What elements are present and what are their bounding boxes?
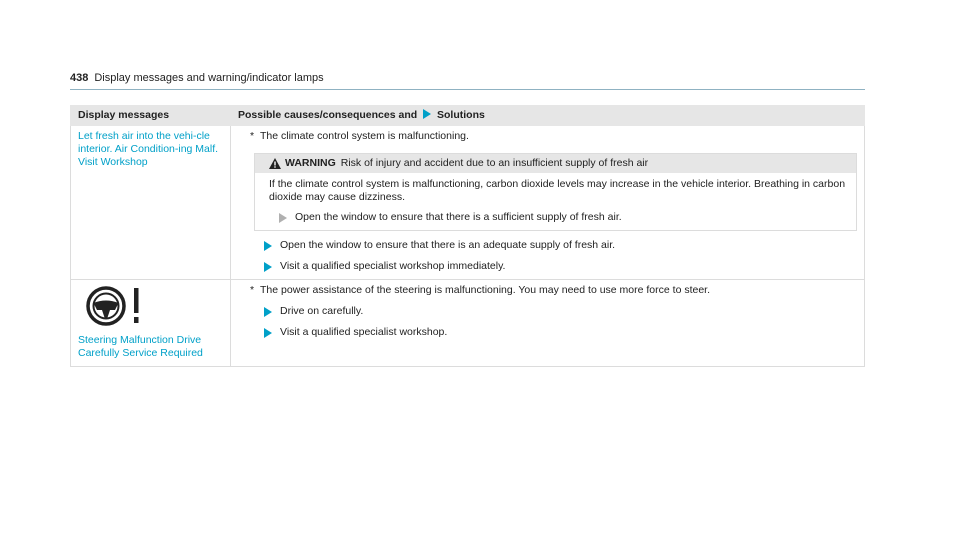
cause-line — [238, 130, 857, 143]
solution-cell — [231, 126, 865, 280]
message-text: Steering Malfunction Drive Carefully Service Required — [78, 334, 203, 359]
asterisk-icon: * — [250, 284, 255, 296]
page-header — [70, 72, 865, 90]
play-arrow-icon — [264, 328, 272, 338]
play-arrow-icon — [264, 262, 272, 272]
causes-label: Possible causes/consequences and — [238, 109, 418, 121]
message-cell — [71, 126, 231, 280]
play-arrow-icon — [279, 213, 287, 223]
list-item — [264, 305, 857, 318]
warning-triangle-icon — [269, 158, 281, 169]
message-text: Let fresh air into the vehi-cle interior. Air Condition-ing Malf. Visit Workshop — [78, 130, 219, 168]
warning-title: Risk of injury and accident due to an insufficient supply of fresh air — [340, 157, 649, 169]
steering-warning-icon — [86, 286, 160, 326]
display-messages-table — [70, 105, 865, 367]
warning-box — [254, 153, 857, 231]
warning-header — [255, 154, 856, 173]
warning-body — [255, 173, 856, 230]
list-item — [264, 326, 857, 339]
column-header-causes-solutions — [231, 106, 865, 126]
action-text: Visit a qualified specialist workshop immediately. — [280, 260, 506, 272]
warning-label: WARNING — [285, 157, 336, 169]
page-number: 438 — [70, 72, 89, 84]
play-arrow-icon — [423, 109, 431, 119]
table-row — [71, 126, 865, 280]
action-text: Visit a qualified specialist workshop. — [280, 326, 448, 338]
warning-action-text: Open the window to ensure that there is a sufficient supply of fresh air. — [295, 211, 622, 223]
solution-cell — [231, 280, 865, 367]
page-title: Display messages and warning/indicator lamps — [94, 72, 324, 84]
column-header-display-messages: Display messages — [71, 106, 231, 126]
cause-text: The climate control system is malfunctioning. — [260, 130, 469, 142]
table-header-row — [71, 106, 865, 126]
list-item — [264, 239, 857, 252]
cause-text: The power assistance of the steering is malfunctioning. You may need to use more force to steer. — [260, 284, 711, 296]
cause-line — [238, 284, 857, 297]
table-row — [71, 280, 865, 367]
play-arrow-icon — [264, 241, 272, 251]
list-item — [279, 211, 848, 224]
play-arrow-icon — [264, 307, 272, 317]
asterisk-icon: * — [250, 130, 255, 142]
solutions-label: Solutions — [437, 109, 485, 121]
warning-text: If the climate control system is malfunctioning, carbon dioxide levels may increase in the vehicle interior. Breathing in carbon dioxide may cause dizziness. — [269, 178, 846, 203]
action-text: Open the window to ensure that there is an adequate supply of fresh air. — [280, 239, 616, 251]
message-cell — [71, 280, 231, 367]
action-text: Drive on carefully. — [280, 305, 364, 317]
list-item — [264, 260, 857, 273]
